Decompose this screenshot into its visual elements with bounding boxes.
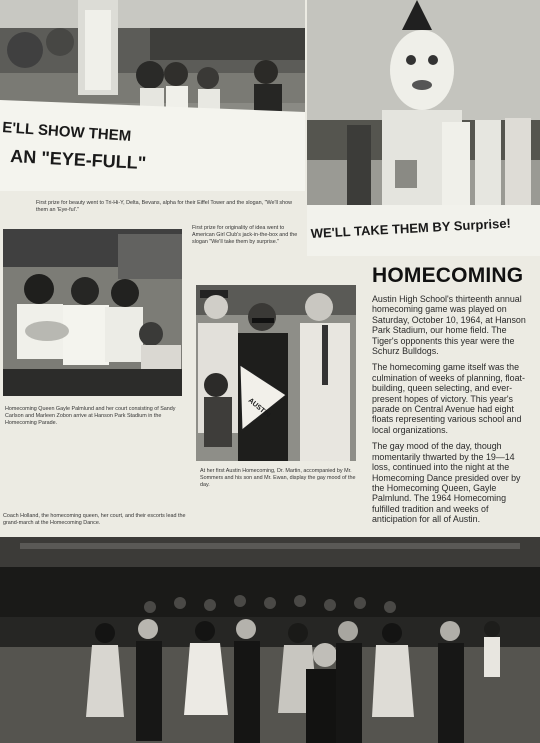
homecoming-heading: HOMECOMING [372,264,524,287]
dr-martin-group-photo [196,285,356,461]
pennant-text: AUSTIN [246,397,272,420]
martin-caption: At her first Austin Homecoming, Dr. Martin, accompanied by Mr. Sommers and his son and Mr. Ewan, display the gay mood of the day. [200,468,356,489]
eiffel-float-photo [0,0,305,191]
queen-parade-photo [3,229,182,396]
article-paragraph: The homecoming game itself was the culmination of weeks of planning, float-building, queen selecting, and ever-present hopes of victory. This year's parade on Central Avenue had eight floats representing various school and local organizations. [372,362,525,435]
eiffel-sign-line1: E'LL SHOW THEM [1,119,132,145]
article-paragraph: The gay mood of the day, though momentarily thwarted by the 19—14 loss, continued into the night at the Homecoming Dance presided over by the Homecoming Queen, Gayle Palmlund. The 1964 Homecoming fulfilled tradition and weeks of anticipation for all of Austin. [372,441,521,525]
jack-sign-text: WE'LL TAKE THEM BY Surprise! [310,215,512,241]
queen-caption: Homecoming Queen Gayle Palmlund and her court consisting of Sandy Carlson and Marleen Zobon arrive at Hanson Park Stadium in the Homecoming Parade. [5,406,176,427]
jack-caption: First prize for originality of idea went to American Girl Club's jack-in-the-box and the slogan "We'll take them by surprise." [192,225,298,246]
article-body [372,294,526,531]
grand-march-dance-photo [0,537,540,743]
dance-caption: Coach Holland, the homecoming queen, her court, and their escorts lead the grand-march at the Homecoming Dance. [3,513,186,527]
eiffel-sign-line2: AN "EYE-FULL" [9,146,147,174]
jack-in-box-float-photo [307,0,540,256]
eiffel-caption: First prize for beauty went to Tri-Hi-Y, Delta, Bevans, alpha for their Eiffel Tower and the slogan, "We'll show them an 'Eye-ful'." [36,200,293,214]
article-paragraph: Austin High School's thirteenth annual homecoming game was played on Saturday, October 10, 1964, at Hanson Park Stadium, our home field. The Tiger's opponents this year were the Schurz Bulldogs. [372,294,526,357]
